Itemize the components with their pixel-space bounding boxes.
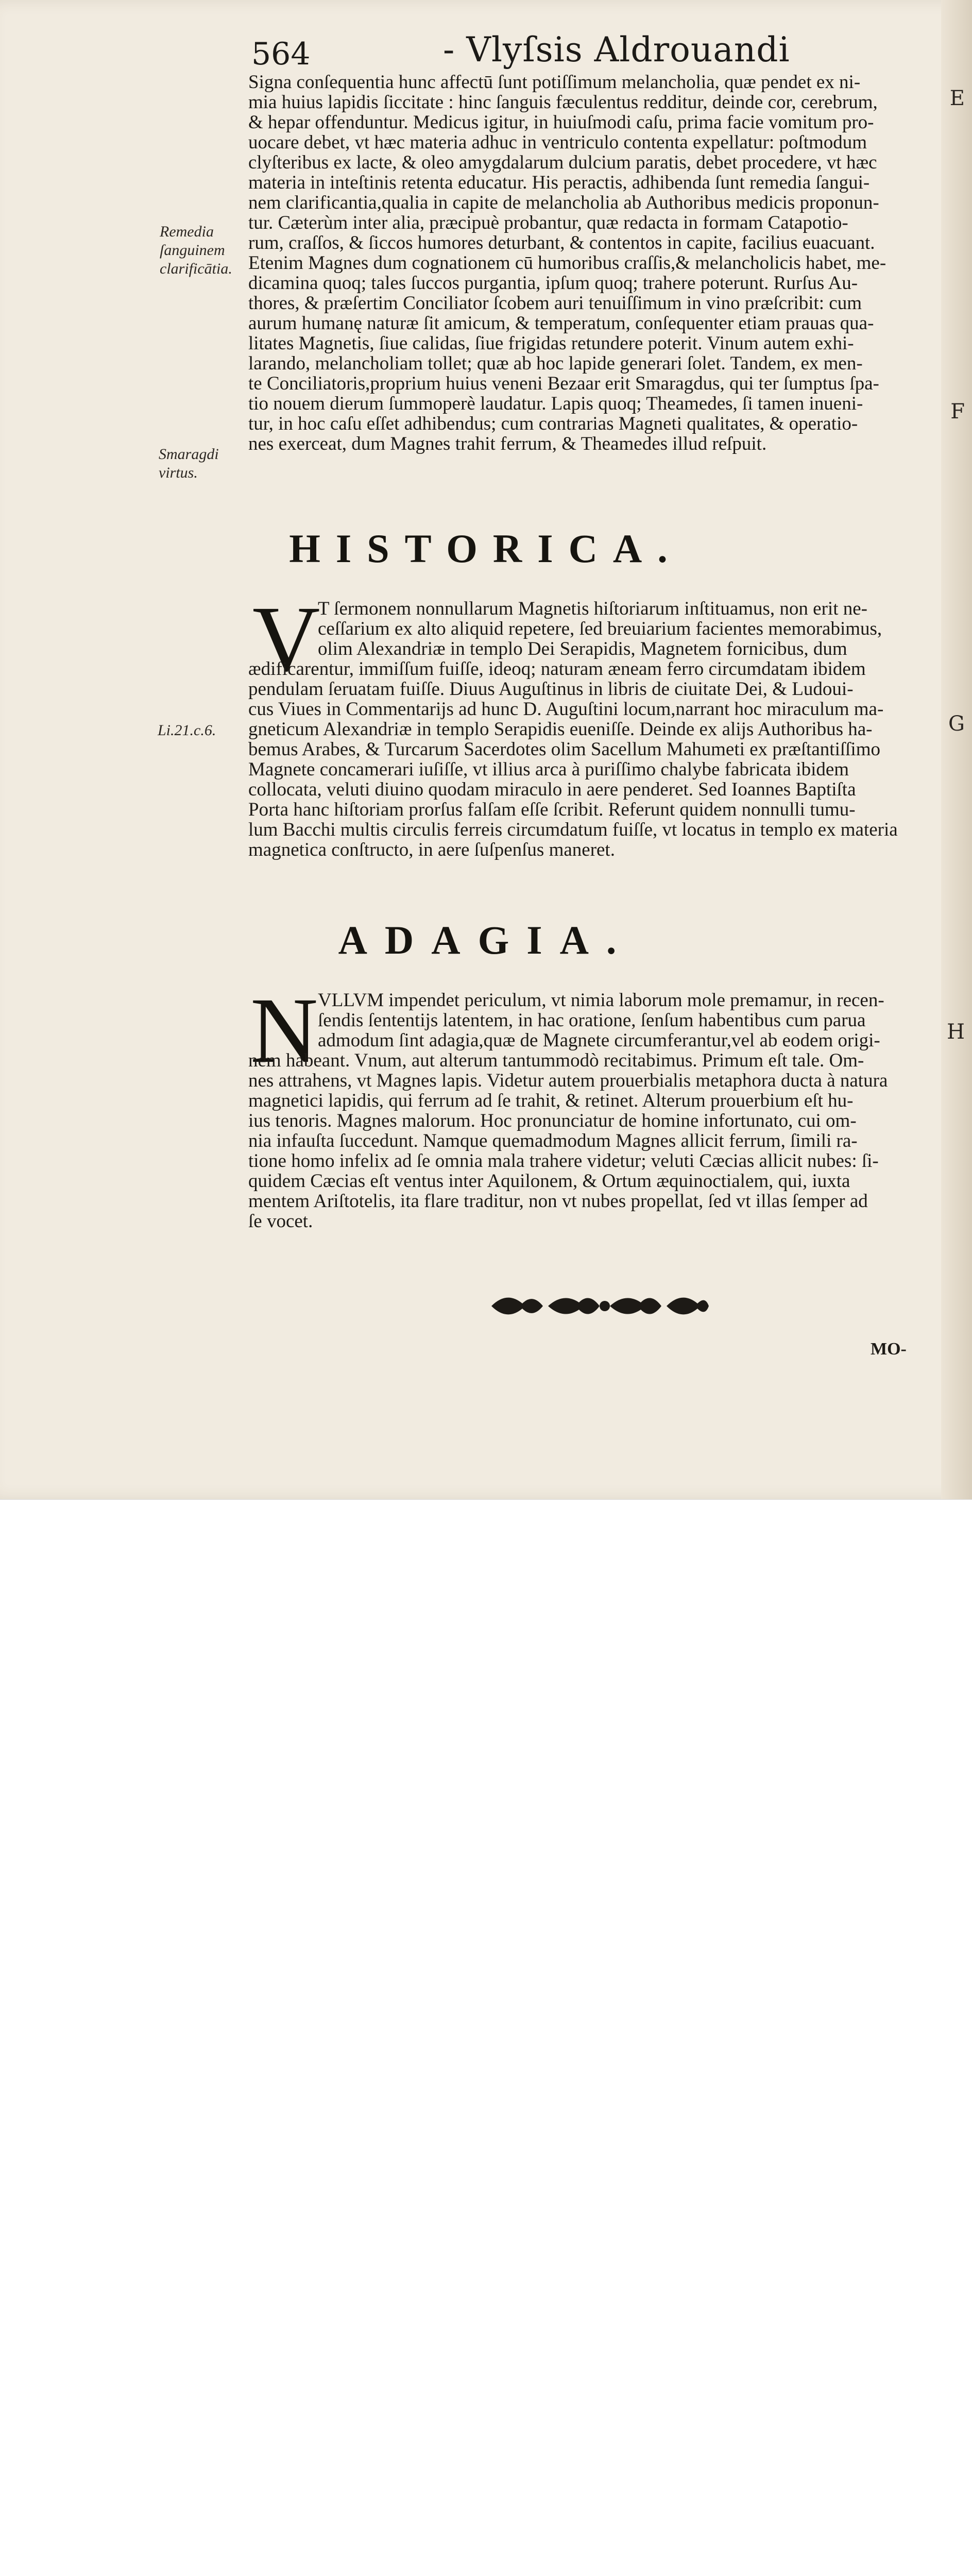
- margin-note-line: ſanguinem: [160, 242, 225, 259]
- text-line: admodum ſint adagia,quæ de Magnete circumferantur,vel ab eodem origi-: [318, 1030, 880, 1051]
- text-line: aurum humanę naturæ ſit amicum, & temperatum, conſequenter etiam prauas qua-: [248, 313, 874, 334]
- text-line: tur. Cæterùm inter alia, præcipuè probantur, quæ redacta in formam Catapotio-: [248, 212, 848, 233]
- text-line: olim Alexandriæ in templo Dei Serapidis, Magnetem fornicibus, dum: [318, 638, 847, 659]
- section-heading-historica: HISTORICA.: [289, 526, 683, 571]
- text-line: Magnete concamerari iuſiſſe, vt illius arca à puriſſimo chalybe fabricata ibidem: [248, 759, 849, 780]
- text-line: Porta hanc hiſtoriam prorſus falſam eſſe ſcribit. Referunt quidem nonnulli tumu-: [248, 799, 856, 820]
- text-line: nes exerceat, dum Magnes trahit ferrum, & Theamedes illud reſpuit.: [248, 433, 767, 454]
- text-line: nem clarificantia,qualia in capite de melancholia ab Authoribus medicis proponun-: [248, 192, 879, 213]
- viewer-footer: [0, 1499, 972, 1570]
- section-heading-adagia: ADAGIA.: [338, 918, 634, 962]
- paragraph-signa: [248, 72, 944, 454]
- text-line: magnetici lapidis, qui ferrum ad ſe trahit, & retinet. Alterum prouerbium eſt hu-: [248, 1090, 854, 1111]
- margin-note-line: Remedia: [160, 223, 214, 240]
- text-line: ceſſarium ex alto aliquid repetere, ſed breuiarium facientes memorabimus,: [318, 618, 882, 639]
- catchword: MO-: [871, 1340, 907, 1359]
- text-line: rum, craſſos, & ſiccos humores deturbant, & contentos in capite, facilius euacuant.: [248, 232, 875, 253]
- text-line: bemus Arabes, & Turcarum Sacerdotes olim Sacellum Mahumeti ex præſtantiſſimo: [248, 739, 880, 760]
- margin-note-reference: Li.21.c.6.: [158, 722, 216, 739]
- text-line: ſendis ſententijs latentem, in hac oratione, ſenſum habentibus cum parua: [318, 1010, 866, 1031]
- text-line: ſe vocet.: [248, 1211, 313, 1232]
- margin-note-line: Smaragdi: [159, 446, 219, 463]
- text-line: lum Bacchi multis circulis ferreis circumdatum fuiſſe, vt locatus in templo ex materia: [248, 819, 898, 840]
- text-line: nia infauſta ſuccedunt. Namque quemadmodum Magnes allicit ferrum, ſimili ra-: [248, 1130, 858, 1151]
- text-line: pendulam ſeruatam fuiſſe. Diuus Auguſtinus in libris de ciuitate Dei, & Ludoui-: [248, 679, 854, 700]
- text-line: clyſteribus ex lacte, & oleo amygdalarum dulcium paratis, debet procedere, vt hæc: [248, 152, 877, 173]
- text-line: Etenim Magnes dum cognationem cū humoribus craſſis,& melancholicis habet, me-: [248, 252, 886, 274]
- text-line: & hepar offenduntur. Medicus igitur, in huiuſmodi caſu, prima facie vomitum pro-: [248, 112, 874, 133]
- text-line: gneticum Alexandriæ in templo Serapidis eueniſſe. Deinde ex alijs Authoribus ha-: [248, 719, 873, 740]
- margin-note-line: clarificātia.: [160, 260, 232, 277]
- paragraph-historica: [248, 599, 944, 860]
- text-line: dicamina quoq; tales ſuccos purgantia, ipſum quoq; trahere poterunt. Rurſus Au-: [248, 273, 858, 294]
- text-line: VLLVM impendet periculum, vt nimia laborum mole premamur, in recen-: [318, 990, 884, 1011]
- text-line: tur, in hoc caſu eſſet adhibendus; cum contrarias Magneti qualitates, & operatio-: [248, 413, 858, 434]
- text-line: quidem Cæcias eſt ventus inter Aquilonem, & Ortum æquinoctialem, qui, iuxta: [248, 1171, 850, 1192]
- margin-note-smaragdi: [159, 445, 246, 482]
- gutter-letter: G: [948, 712, 965, 736]
- text-line: tione homo infelix ad ſe omnia mala trahere videtur; veluti Cæcias allicit nubes: ſi-: [248, 1150, 879, 1172]
- text-line: cus Viues in Commentarijs ad hunc D. Auguſtini locum,narrant hoc miraculum ma-: [248, 699, 884, 720]
- text-line: te Conciliatoris,proprium huius veneni Bezaar erit Smaragdus, qui ter ſumptus ſpa-: [248, 373, 879, 394]
- text-line: nes attrahens, vt Magnes lapis. Videtur autem prouerbialis metaphora ducta à natura: [248, 1070, 888, 1091]
- text-line: mia huius lapidis ſiccitate : hinc ſanguis fæculentus redditur, deinde cor, cerebrum,: [248, 92, 878, 113]
- text-line: nem habeant. Vnum, aut alterum tantummodò recitabimus. Primum eſt tale. Om-: [248, 1050, 864, 1071]
- ornament-vignette: [486, 1288, 713, 1324]
- text-line: collocata, veluti diuino quodam miraculo in aere penderet. Sed Ioannes Baptiſta: [248, 779, 856, 800]
- drop-cap-v: V: [252, 587, 320, 691]
- gutter-letter: F: [950, 400, 965, 423]
- margin-note-line: virtus.: [159, 464, 198, 481]
- text-line: magnetica conſtructo, in aere ſuſpenſus maneret.: [248, 839, 615, 860]
- text-line: T ſermonem nonnullarum Magnetis hiſtoriarum inſtituamus, non erit ne-: [318, 598, 867, 619]
- text-line: tio nouem dierum ſummoperè laudatur. Lapis quoq; Theamedes, ſi tamen inueni-: [248, 393, 863, 414]
- text-line: mentem Ariſtotelis, ita flare traditur, non vt nubes propellat, ſed vt illas ſemper ad: [248, 1191, 868, 1212]
- margin-note-remedia: [160, 223, 247, 278]
- text-line: litates Magnetis, ſiue calidas, ſiue frigidas retundere poterit. Vinum autem exhi-: [248, 333, 854, 354]
- paragraph-adagia: [248, 990, 944, 1231]
- text-line: thores, & præſertim Conciliator ſcobem auri tenuiſſimum in vino præſcribit: cum: [248, 293, 862, 314]
- text-line: Signa conſequentia hunc affectū ſunt potiſſimum melancholia, quæ pendet ex ni-: [248, 72, 861, 93]
- gutter-letter: E: [949, 87, 965, 110]
- text-line: larando, melancholiam tollet; quæ ab hoc lapide generari ſolet. Tandem, ex men-: [248, 353, 863, 374]
- text-line: materia in inteſtinis retenta educatur. His peractis, adhibenda ſunt remedia ſangui-: [248, 172, 870, 193]
- text-line: ædificarentur, immiſſum fuiſſe, ideoq; naturam æneam ferro circumdatam ibidem: [248, 658, 866, 680]
- text-line: ius tenoris. Magnes malorum. Hoc pronunciatur de homine infortunato, cui om-: [248, 1110, 857, 1131]
- running-title: - Vlyſsis Aldrouandi: [443, 30, 790, 70]
- book-gutter: [941, 0, 972, 1499]
- page-number: 564: [251, 36, 311, 72]
- drop-cap-n: N: [250, 979, 318, 1082]
- gutter-letter: H: [947, 1020, 965, 1044]
- text-line: uocare debet, vt hæc materia adhuc in ventriculo contenta expellatur: poſtmodum: [248, 132, 867, 153]
